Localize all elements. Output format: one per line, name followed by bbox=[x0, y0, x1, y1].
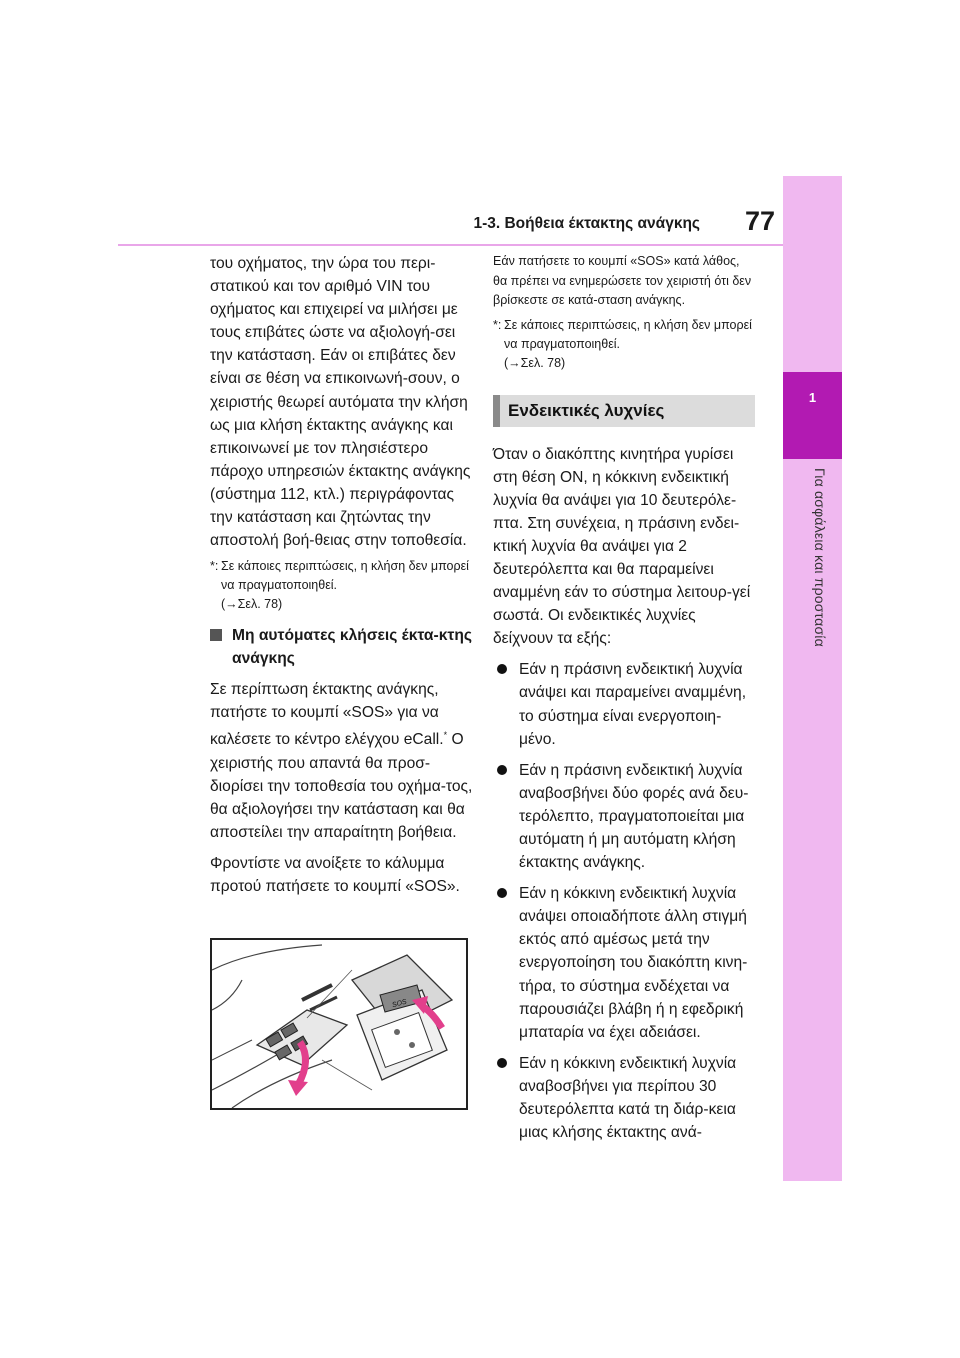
sos-button-label: SOS bbox=[391, 998, 408, 1010]
manual-call-text-a: Σε περίπτωση έκτακτης ανάγκης, πατήστε το κουμπί «SOS» για να καλέσετε το κέντρο ελέγχου eCall. bbox=[210, 681, 444, 749]
side-tab bbox=[783, 176, 842, 1181]
footnote-mark: *: bbox=[493, 317, 502, 332]
side-tab-label: Για ασφάλεια και προστασία bbox=[812, 468, 828, 647]
bullet-icon bbox=[497, 888, 507, 898]
sos-button-illustration bbox=[210, 938, 468, 1110]
header-divider bbox=[118, 244, 783, 246]
list-item-text: Εάν η πράσινη ενδεικτική λυχνία αναβοσβήνει δύο φορές ανά δευ-τερόλεπτο, πραγματοποιείται μια αυτόματη ή μη αυτόματη κλήση έκτακτης ανάγκης. bbox=[519, 761, 749, 872]
footnote-page-ref[interactable]: (→Σελ. 78) bbox=[221, 597, 283, 612]
footnote-text bbox=[504, 316, 755, 373]
cover-paragraph: Φροντίστε να ανοίξετε το κάλυμμα προτού πατήσετε το κουμπί «SOS». bbox=[210, 855, 460, 896]
square-bullet-icon bbox=[210, 629, 222, 641]
footnote bbox=[210, 557, 478, 614]
sos-illustration-svg bbox=[212, 940, 466, 1108]
bullet-icon bbox=[497, 664, 507, 674]
list-item-text: Εάν η κόκκινη ενδεικτική λυχνία ανάψει οποιαδήποτε άλλη στιγμή εκτός από αμέσως μετά την ενεργοποίηση του διακόπτη κινη-τήρα, το σύστημα ενδέχεται να παρουσιάζει βλάβη ή η εφεδρική μπαταρία να έχει αδειάσει. bbox=[519, 885, 748, 1041]
manual-calls-subheading bbox=[210, 624, 478, 670]
page-number: 77 bbox=[744, 206, 775, 236]
footnote-page-ref[interactable]: (→Σελ. 78) bbox=[504, 355, 566, 370]
footnote bbox=[493, 316, 755, 373]
list-item bbox=[493, 882, 755, 1044]
section-title: 1-3. Βοήθεια έκτακτης ανάγκης bbox=[473, 215, 700, 232]
footnote-text bbox=[221, 557, 478, 614]
footnote-text-body: Σε κάποιες περιπτώσεις, η κλήση δεν μπορεί να πραγματοποιηθεί. bbox=[504, 317, 752, 351]
accidental-press-paragraph: Εάν πατήσετε το κουμπί «SOS» κατά λάθος, θα πρέπει να ενημερώσετε τον χειριστή ότι δεν βρίσκεστε σε κατά-σταση ανάγκης. bbox=[493, 254, 752, 307]
list-item-text: Εάν η πράσινη ενδεικτική λυχνία ανάψει και παραμείνει αναμμένη, το σύστημα είναι ενεργοποιη-μένο. bbox=[519, 661, 747, 748]
manual-call-paragraph bbox=[210, 678, 478, 844]
side-tab-number: 1 bbox=[808, 390, 817, 405]
manual-call-text-b: Ο χειριστής που απαντά θα προσ-διορίσει την τοποθεσία του οχήμα-τος, θα αξιολογήσει την κατάσταση και θα αποστείλει την απαραίτητη βοήθεια. bbox=[210, 731, 473, 841]
subheading-text: Μη αυτόματες κλήσεις έκτα-κτης ανάγκης bbox=[232, 627, 472, 668]
list-item bbox=[493, 1052, 755, 1144]
indicator-lights-heading: Ενδεικτικές λυχνίες bbox=[493, 395, 755, 427]
side-tab-chapter-marker bbox=[783, 372, 842, 459]
intro-paragraph: του οχήματος, την ώρα του περι-στατικού και τον αριθμό VIN του οχήματος και επιχειρεί να μιλήσει με τους επιβάτες ώστε να αξιολογή-σει την κατάσταση. Εάν οι επιβάτες δεν είναι σε θέση να επικοινωνή-σουν, ο χειριστής θεωρεί αυτόματα την κλήση ως μια κλήση έκτακτης ανάγκης και επικοινωνεί με τον πλησιέστερο πάροχο υπηρεσιών έκτακτης ανάγκης (σύστημα 112, κτλ.) περιγράφοντας την κατάσταση και ζητώντας την αποστολή βοή-θειας στην τοποθεσία. bbox=[210, 255, 471, 550]
indicator-intro-paragraph: Όταν ο διακόπτης κινητήρα γυρίσει στη θέση ON, η κόκκινη ενδεικτική λυχνία θα ανάψει για 10 δευτερόλε-πτα. Στη συνέχεια, η πράσινη ενδει-κτική λυχνία θα ανάψει για 2 δευτερόλεπτα και θα παραμείνει αναμμένη εάν το σύστημα λειτουρ-γεί σωστά. Οι ενδεικτικές λυχνίες δείχνουν τα εξής: bbox=[493, 445, 751, 648]
footnote-text-body: Σε κάποιες περιπτώσεις, η κλήση δεν μπορεί να πραγματοποιηθεί. bbox=[221, 559, 469, 593]
left-column bbox=[210, 252, 478, 898]
bullet-icon bbox=[497, 765, 507, 775]
right-column bbox=[493, 252, 755, 1144]
footnote-mark: *: bbox=[210, 559, 219, 574]
bullet-icon bbox=[497, 1058, 507, 1068]
list-item bbox=[493, 658, 755, 750]
list-item bbox=[493, 759, 755, 874]
list-item-text: Εάν η κόκκινη ενδεικτική λυχνία αναβοσβήνει για περίπου 30 δευτερόλεπτα κατά τη διάρ-κεια μιας κλήσης έκτακτης ανά- bbox=[519, 1054, 737, 1142]
footnote-superscript: * bbox=[443, 730, 448, 741]
